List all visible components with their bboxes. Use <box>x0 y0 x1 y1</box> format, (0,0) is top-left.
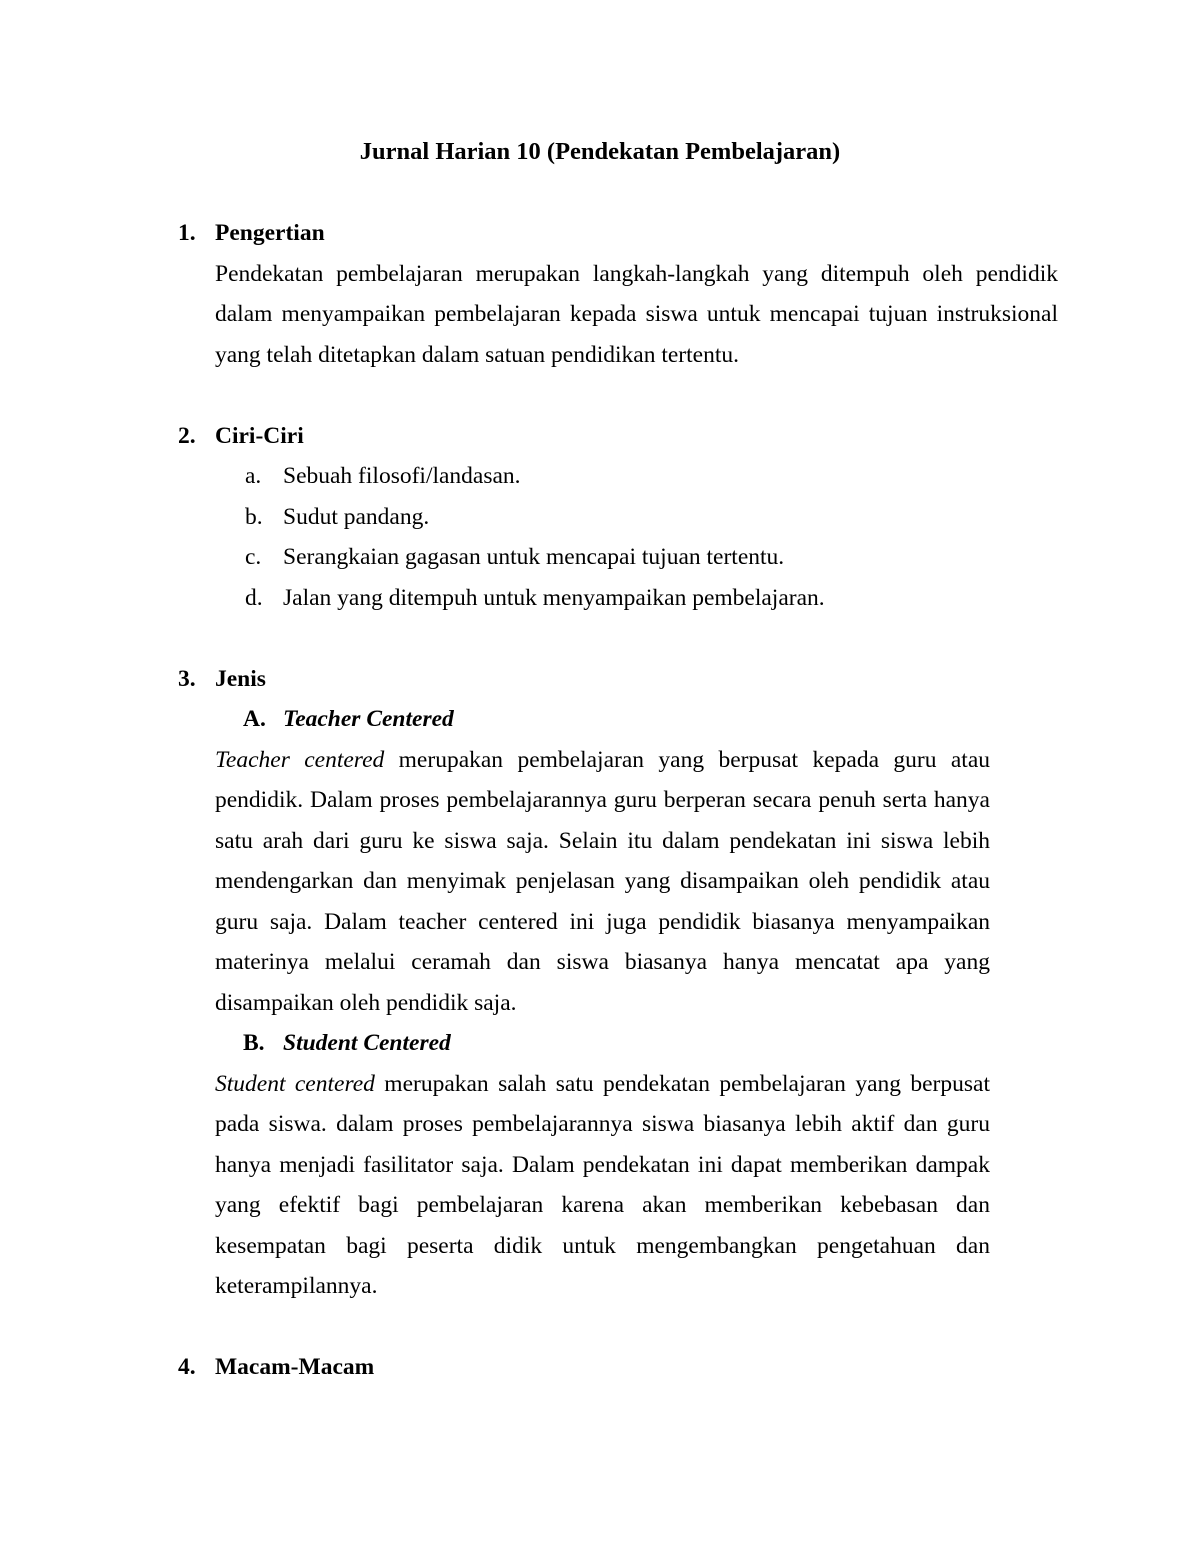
list-item <box>215 537 1058 578</box>
section-jenis <box>178 659 1058 1307</box>
italic-lead: Teacher centered <box>215 746 385 773</box>
subsection-student-centered <box>215 1023 1058 1064</box>
paragraph-text: merupakan pembelajaran yang berpusat kepada guru atau pendidik. Dalam proses pembelajarannya guru berperan secara penuh serta hanya satu arah dari guru ke siswa saja. Selain itu dalam pendekatan ini siswa lebih mendengarkan dan menyimak penjelasan yang disampaikan oleh pendidik atau guru saja. Dalam teacher centered ini juga pendidik biasanya menyampaikan materinya melalui ceramah dan siswa biasanya hanya mencatat apa yang disampaikan oleh pendidik saja. <box>215 746 990 1016</box>
subsection-heading: Teacher Centered <box>283 706 454 732</box>
list-item-marker: b. <box>245 503 263 530</box>
list-item-text: Serangkaian gagasan untuk mencapai tujuan tertentu. <box>283 544 785 570</box>
document-body <box>178 213 1058 1388</box>
list-item-marker: c. <box>245 544 262 570</box>
section-number: 2. <box>178 422 196 449</box>
section-heading: Ciri-Ciri <box>215 422 304 449</box>
section-ciri-ciri <box>178 416 1058 619</box>
section-pengertian <box>178 213 1058 375</box>
list-item <box>215 456 1058 497</box>
list-item-marker: a. <box>245 463 262 489</box>
section-heading: Jenis <box>215 665 266 692</box>
subsection-teacher-centered <box>215 699 1058 740</box>
subsection-paragraph <box>215 740 990 1024</box>
list-item <box>215 578 1058 619</box>
section-heading-row <box>215 1347 1058 1388</box>
section-number: 3. <box>178 665 196 692</box>
subsection-heading: Student Centered <box>283 1030 451 1056</box>
paragraph-text: merupakan salah satu pendekatan pembelajaran yang berpusat pada siswa. dalam proses pembelajarannya siswa biasanya lebih aktif dan guru hanya menjadi fasilitator saja. Dalam pendekatan ini dapat memberikan dampak yang efektif bagi pembelajaran karena akan memberikan kebebasan dan kesempatan bagi peserta didik untuk mengembangkan pengetahuan dan keterampilannya. <box>215 1070 990 1299</box>
section-heading-row <box>215 416 1058 457</box>
list-item-marker: d. <box>245 584 263 611</box>
subsection-marker: B. <box>243 1030 265 1056</box>
section-number: 1. <box>178 220 196 246</box>
list-item-text: Jalan yang ditempuh untuk menyampaikan pembelajaran. <box>283 584 825 611</box>
subsection-marker: A. <box>243 706 266 732</box>
section-paragraph: Pendekatan pembelajaran merupakan langkah-langkah yang ditempuh oleh pendidik dalam menyampaikan pembelajaran kepada siswa untuk mencapai tujuan instruksional yang telah ditetapkan dalam satuan pendidikan tertentu. <box>215 260 1058 368</box>
list-item-text: Sebuah filosofi/landasan. <box>283 463 521 489</box>
section-heading-row <box>215 659 1058 700</box>
section-heading-row <box>215 213 1058 254</box>
section-heading: Macam-Macam <box>215 1354 375 1380</box>
document-title: Jurnal Harian 10 (Pendekatan Pembelajaran) <box>359 138 841 165</box>
subsection-paragraph <box>215 1064 990 1307</box>
list-item-text: Sudut pandang. <box>283 503 430 530</box>
section-heading: Pengertian <box>215 220 325 246</box>
section-number: 4. <box>178 1354 196 1380</box>
list-item <box>215 497 1058 538</box>
section-macam-macam <box>178 1347 1058 1388</box>
italic-lead: Student centered <box>215 1070 375 1097</box>
